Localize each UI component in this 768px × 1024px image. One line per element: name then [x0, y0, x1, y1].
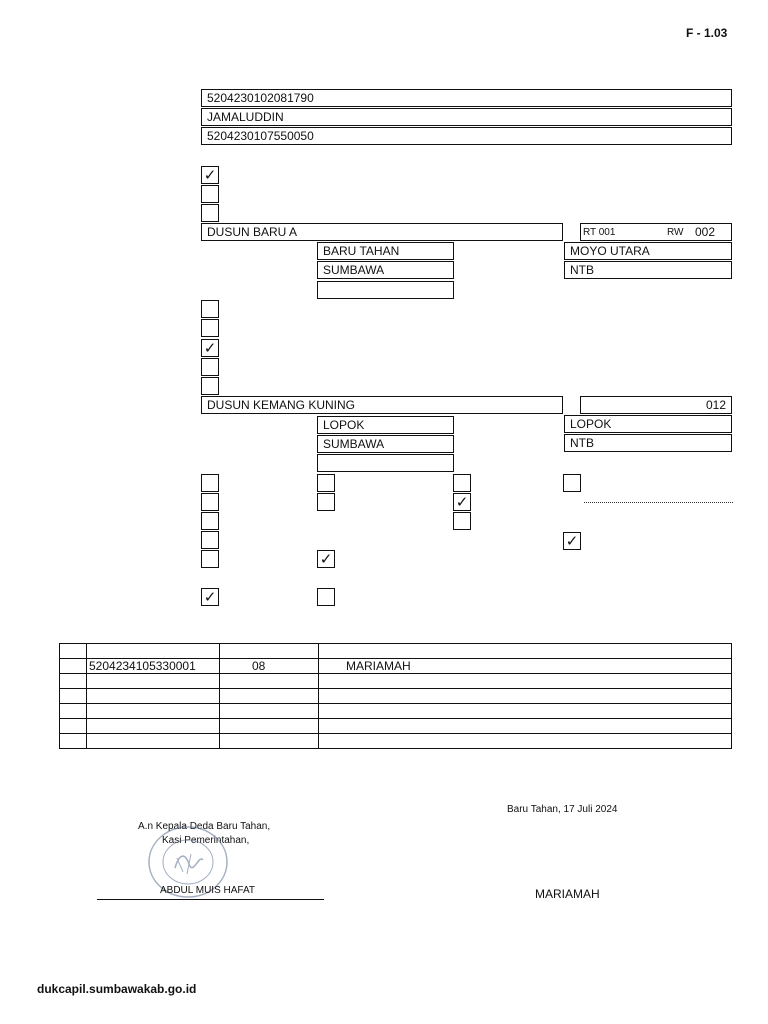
option-checkbox-c3-r1[interactable]: [453, 474, 471, 492]
checkmark-icon: ✓: [565, 532, 579, 550]
option-checkbox-c1-r6[interactable]: [201, 588, 219, 606]
member-nik: [87, 719, 220, 734]
destination-kodepos-field[interactable]: [317, 454, 454, 472]
table-row: [60, 734, 732, 749]
table-cell: [319, 644, 732, 659]
option-checkbox-c1-r4[interactable]: [201, 531, 219, 549]
option-checkbox-c1-r1[interactable]: [201, 474, 219, 492]
footer-url[interactable]: dukcapil.sumbawakab.go.id: [37, 982, 197, 996]
reason-checkbox-2[interactable]: [201, 185, 219, 203]
table-cell: [60, 719, 87, 734]
member-shdk: [220, 689, 319, 704]
reason-checkbox-3[interactable]: [201, 204, 219, 222]
nomor-kk-field[interactable]: 5204230102081790: [201, 89, 732, 107]
origin-kecamatan-field[interactable]: MOYO UTARA: [564, 242, 732, 260]
table-cell: [60, 734, 87, 749]
option-checkbox-c4-r1[interactable]: [563, 474, 581, 492]
dotted-line: [584, 502, 733, 503]
table-cell: [220, 644, 319, 659]
option-checkbox-c3-r2[interactable]: [453, 493, 471, 511]
table-row: [60, 674, 732, 689]
move-type-checkbox-2[interactable]: [201, 319, 219, 337]
move-type-checkbox-3[interactable]: [201, 339, 219, 357]
nik-field[interactable]: 5204230107550050: [201, 127, 732, 145]
member-name: MARIAMAH: [319, 659, 732, 674]
destination-rt-rw-field[interactable]: 012: [580, 396, 732, 414]
checkmark-icon: ✓: [203, 166, 217, 184]
member-name: [319, 674, 732, 689]
member-shdk: [220, 734, 319, 749]
table-cell: [60, 644, 87, 659]
member-nik: [87, 689, 220, 704]
option-checkbox-c4-r2[interactable]: [563, 532, 581, 550]
official-name: ABDUL MUIS HAFAT: [160, 885, 256, 896]
origin-kabupaten-field[interactable]: SUMBAWA: [317, 261, 454, 279]
table-cell: [60, 674, 87, 689]
origin-provinsi-field[interactable]: NTB: [564, 261, 732, 279]
checkmark-icon: ✓: [319, 550, 333, 568]
option-checkbox-c2-r1[interactable]: [317, 474, 335, 492]
member-shdk: [220, 674, 319, 689]
reason-checkbox-1[interactable]: [201, 166, 219, 184]
member-name: [319, 719, 732, 734]
origin-desa-field[interactable]: BARU TAHAN: [317, 242, 454, 260]
official-title-line2: Kasi Pemerintahan,: [162, 835, 250, 846]
origin-address-field[interactable]: DUSUN BARU A: [201, 223, 563, 241]
checkmark-icon: ✓: [203, 339, 217, 357]
member-nik: 5204234105330001: [87, 659, 220, 674]
members-table: [59, 643, 732, 749]
nama-field[interactable]: JAMALUDDIN: [201, 108, 732, 126]
table-row: [60, 719, 732, 734]
option-checkbox-c1-r2[interactable]: [201, 493, 219, 511]
table-row: [60, 689, 732, 704]
official-title-line1: A.n Kepala Deda Baru Tahan,: [138, 821, 271, 832]
destination-provinsi-field[interactable]: NTB: [564, 434, 732, 452]
rw-value: 002: [695, 225, 716, 239]
origin-kodepos-field[interactable]: [317, 281, 454, 299]
table-row: [60, 704, 732, 719]
member-nik: [87, 674, 220, 689]
origin-rt-rw-field[interactable]: [580, 223, 732, 241]
destination-kecamatan-field[interactable]: LOPOK: [564, 415, 732, 433]
table-cell: [60, 704, 87, 719]
applicant-signature-name: MARIAMAH: [535, 887, 600, 901]
rt-label: RT 001: [583, 227, 616, 238]
destination-desa-field[interactable]: LOPOK: [317, 416, 454, 434]
option-checkbox-c2-r2[interactable]: [317, 493, 335, 511]
member-shdk: 08: [220, 659, 319, 674]
place-date: Baru Tahan, 17 Juli 2024: [507, 804, 618, 815]
member-name: [319, 689, 732, 704]
option-checkbox-c3-r3[interactable]: [453, 512, 471, 530]
table-row: [60, 659, 732, 674]
table-cell: [87, 644, 220, 659]
option-checkbox-c1-r5[interactable]: [201, 550, 219, 568]
member-shdk: [220, 719, 319, 734]
form-code: F - 1.03: [686, 26, 728, 40]
table-cell: [60, 659, 87, 674]
checkmark-icon: ✓: [455, 493, 469, 511]
move-type-checkbox-1[interactable]: [201, 300, 219, 318]
move-type-checkbox-4[interactable]: [201, 358, 219, 376]
option-checkbox-c2-r4[interactable]: [317, 588, 335, 606]
member-shdk: [220, 704, 319, 719]
destination-kabupaten-field[interactable]: SUMBAWA: [317, 435, 454, 453]
member-nik: [87, 704, 220, 719]
option-checkbox-c2-r3[interactable]: [317, 550, 335, 568]
rw-label: RW: [667, 227, 684, 238]
signature-line: [97, 899, 324, 900]
option-checkbox-c1-r3[interactable]: [201, 512, 219, 530]
move-type-checkbox-5[interactable]: [201, 377, 219, 395]
member-name: [319, 704, 732, 719]
checkmark-icon: ✓: [203, 588, 217, 606]
table-cell: [60, 689, 87, 704]
member-nik: [87, 734, 220, 749]
table-header-row: [60, 644, 732, 659]
destination-address-field[interactable]: DUSUN KEMANG KUNING: [201, 396, 563, 414]
member-name: [319, 734, 732, 749]
